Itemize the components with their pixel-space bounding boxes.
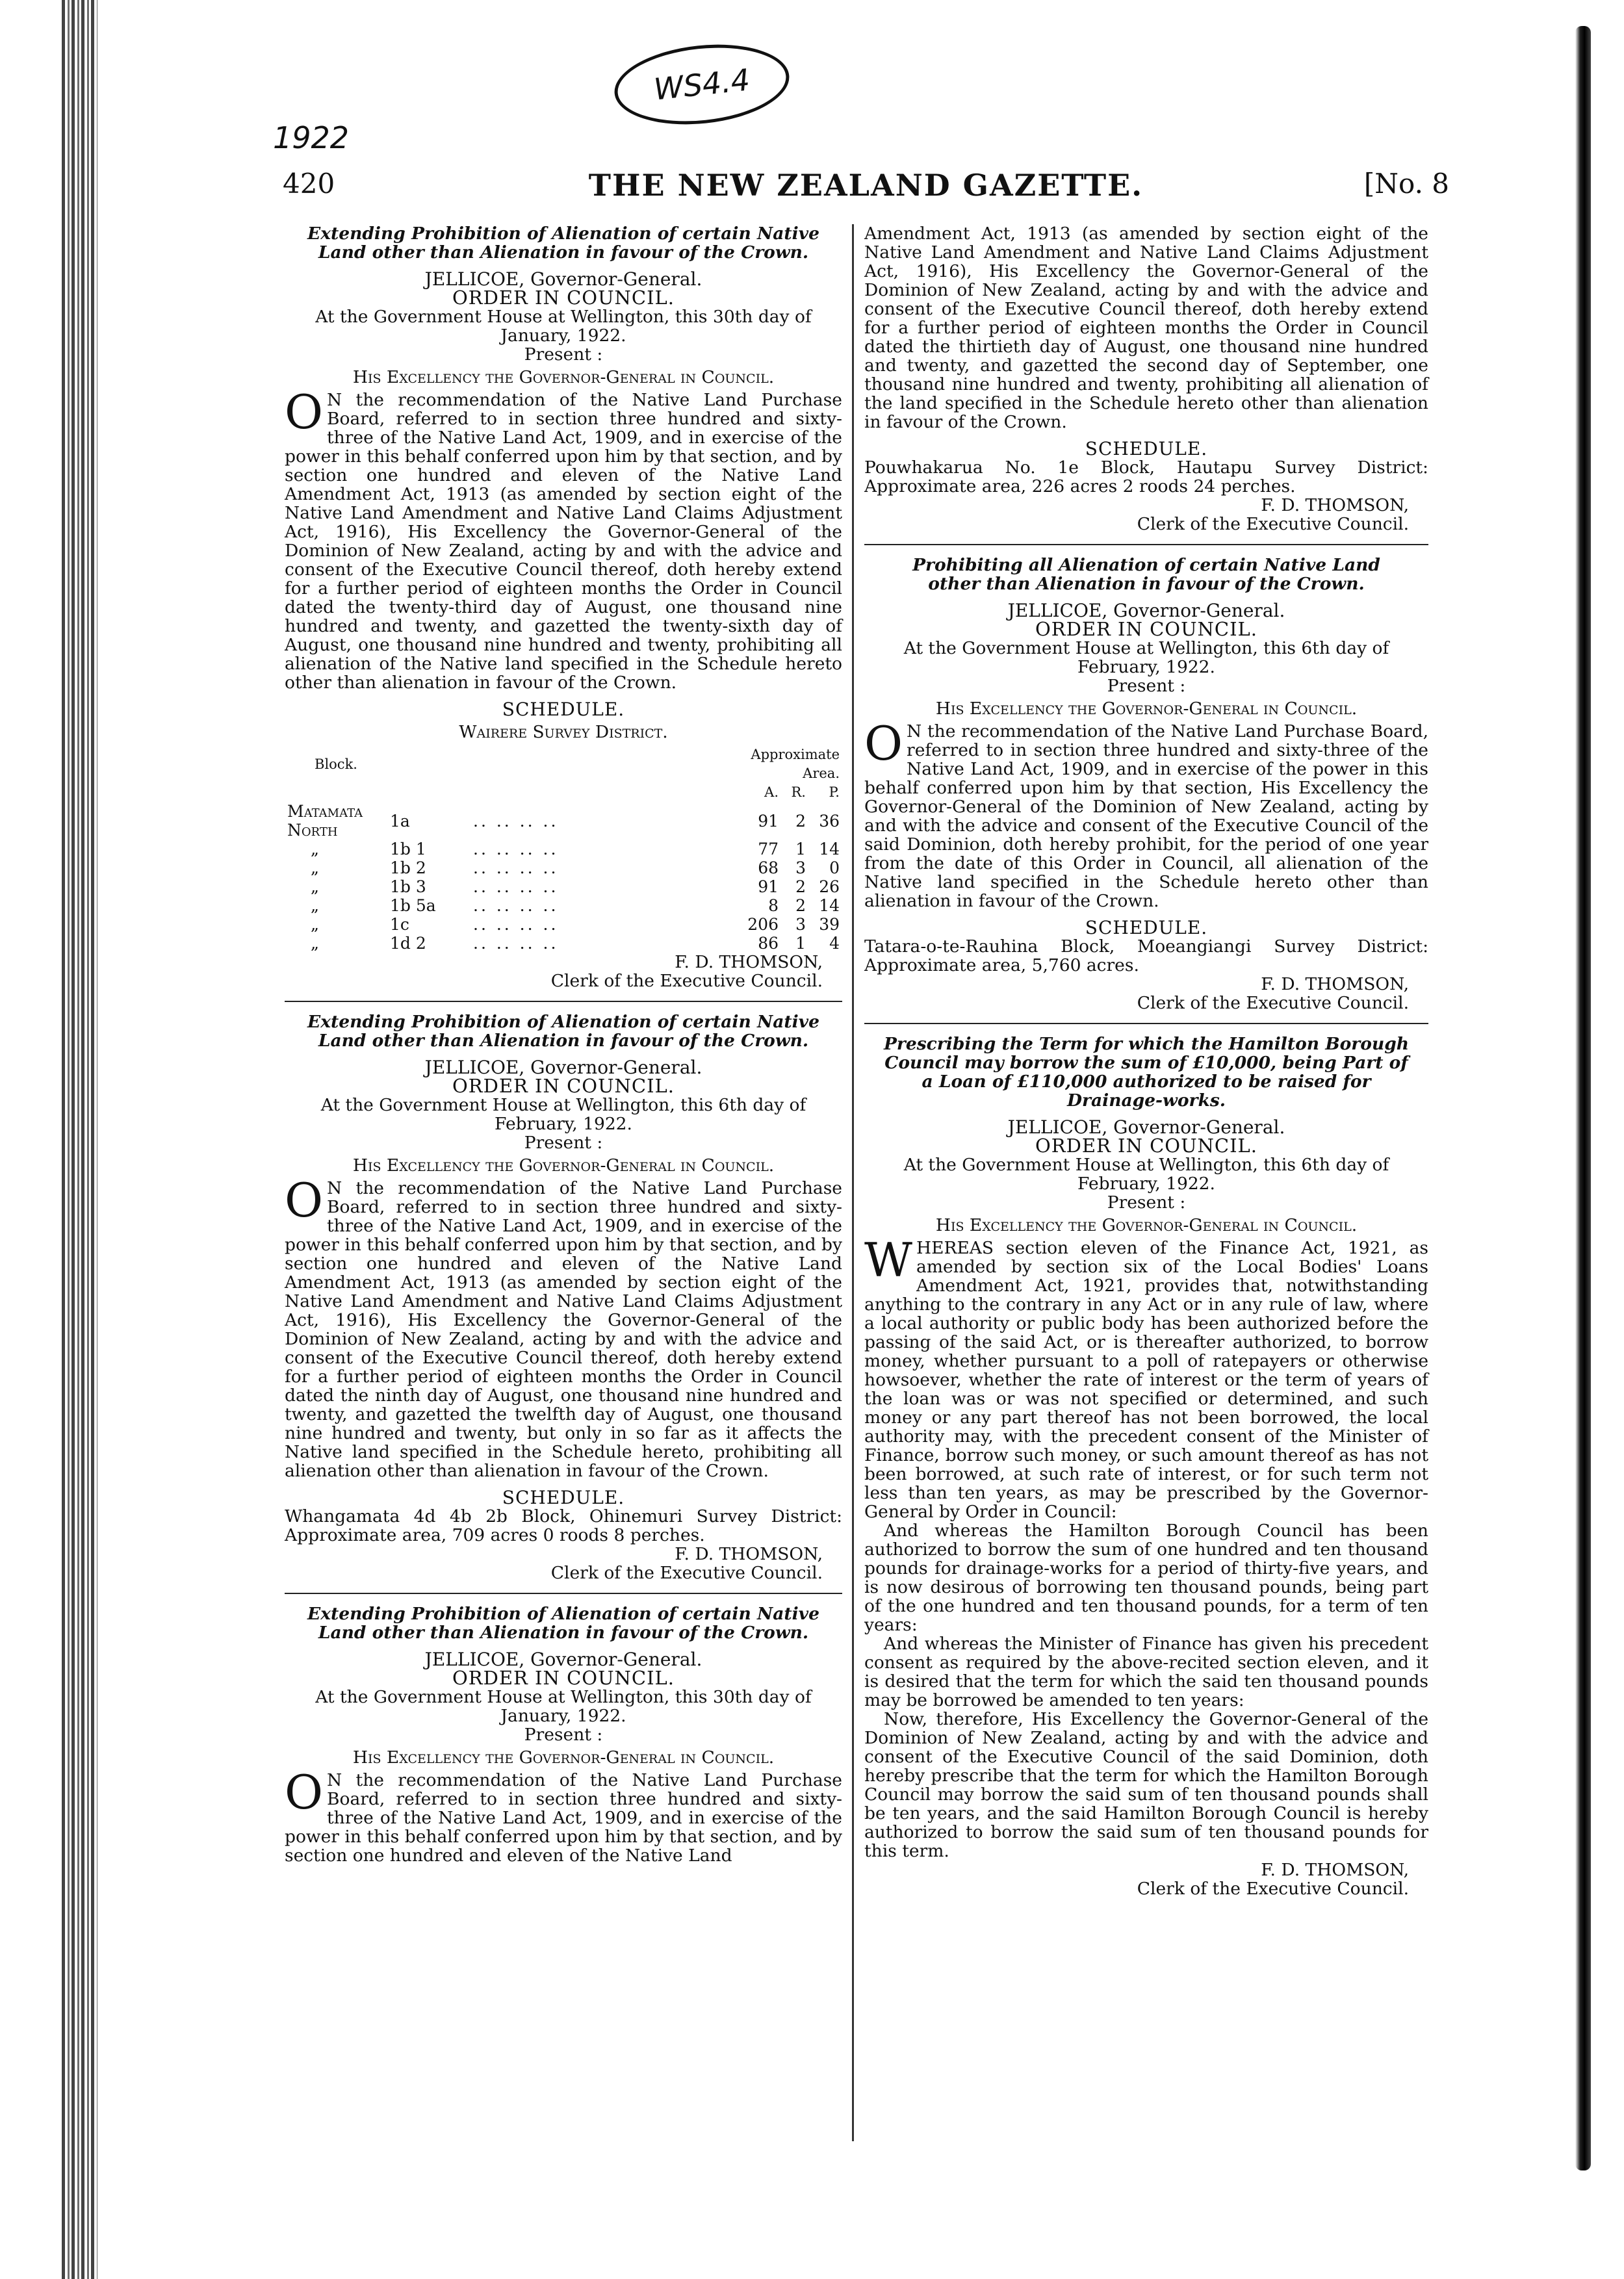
continued-body: Amendment Act, 1913 (as amended by section eight of the Native Land Amendment and Native Land Claims Adjustment Act, 1916), His Excellency the Governor-General of the Dominion of New Zealand, acting by and with the advice and consent of the Executive Council thereof, doth hereby extend for a further period of eighteen months the Order in Council dated the thirtieth day of August, one thousand nine hundred and twenty, and gazetted the second day of September, one thousand nine hundred and twenty, prohibiting all alienation of the land specified in the Schedule hereto other than alienation in favour of the Crown. xyxy=(864,224,1428,432)
section-divider xyxy=(864,544,1428,545)
schedule-text: Tatara-o-te-Rauhina Block, Moeangiangi Survey District: Approximate area, 5,760 acres. xyxy=(864,936,1428,975)
schedule-heading: SCHEDULE. xyxy=(502,1487,625,1508)
order-heading: ORDER IN COUNCIL. xyxy=(1035,618,1258,640)
section-divider xyxy=(864,1023,1428,1024)
schedule-text: Whangamata 4d 4b 2b Block, Ohinemuri Survey District: Approximate area, 709 acres 0 roods 8 perches. xyxy=(285,1506,842,1545)
notice-4 xyxy=(864,556,1428,1012)
signature-name: F. D. THOMSON, xyxy=(1261,974,1409,994)
gazette-title: THE NEW ZEALAND GAZETTE. xyxy=(588,168,1144,203)
notice-body xyxy=(864,716,1428,911)
issue-number: [No. 8 xyxy=(1363,168,1449,200)
order-heading: ORDER IN COUNCIL. xyxy=(1035,1135,1258,1157)
survey-district: Wairere Survey District. xyxy=(459,722,668,742)
handwritten-year: 1922 xyxy=(273,120,350,155)
notice-1 xyxy=(285,224,842,990)
schedule-text: Pouwhakarua No. 1e Block, Hautapu Survey District: Approximate area, 226 acres 2 roods 24 perches. xyxy=(864,457,1428,496)
drop-cap: W xyxy=(864,1233,913,1287)
body-text: N the recommendation of the Native Land Purchase Board, referred to in section three hundred and sixty-three of the Native Land Act, 1909, and in exercise of the power in this behalf conferred upon him by that section, and by section one hundred and eleven of the Native Land Amendment Act, 1913 (as amended by section eight of the Native Land Amendment and Native Land Claims Adjustment Act, 1916), His Excellency the Governor-General of the Dominion of New Zealand, acting by and with the advice and consent of the Executive Council thereof, doth hereby extend for a further period of eighteen months the Order in Council dated the ninth day of August, one thousand nine hundred and twenty, and gazetted the twelfth day of August, one thousand nine hundred and twenty, but only in so far as it affects the Native land specified in the Schedule hereto, prohibiting all alienation other than alienation in favour of the Crown. xyxy=(285,1178,842,1481)
signature-role: Clerk of the Executive Council. xyxy=(550,971,823,991)
in-council-line: His Excellency the Governor-General in Council. xyxy=(352,1747,775,1768)
schedule-heading: SCHEDULE. xyxy=(1085,438,1208,459)
table-row: „ 1b 1 .. .. .. .. 77 1 14 xyxy=(311,840,840,858)
schedule-heading: SCHEDULE. xyxy=(502,699,625,720)
page-header xyxy=(283,168,1449,207)
notice-caption: Extending Prohibition of Alienation of certain Native Land other than Alienation in favour of the Crown. xyxy=(307,1012,819,1051)
present-line: Present : xyxy=(524,1725,603,1745)
table-row: „ 1b 5a .. .. .. .. 8 2 14 xyxy=(311,896,840,915)
header-acres: A. xyxy=(764,784,779,800)
header-roods: R. xyxy=(791,784,806,800)
in-council-line: His Excellency the Governor-General in Council. xyxy=(935,699,1358,719)
section-divider xyxy=(285,1001,842,1002)
notice-3-continued xyxy=(864,224,1428,534)
left-column xyxy=(285,224,842,1865)
drop-cap: O xyxy=(285,385,324,439)
notice-caption: Extending Prohibition of Alienation of certain Native Land other than Alienation in favour of the Crown. xyxy=(307,224,819,263)
date-line: At the Government House at Wellington, this 30th day of January, 1922. xyxy=(315,307,812,346)
signature-name: F. D. THOMSON, xyxy=(675,952,823,972)
paragraph-4: Now, therefore, His Excellency the Governor-General of the Dominion of New Zealand, acting by and with the advice and consent of the Executive Council of the said Dominion, doth hereby prescribe that the term for which the Hamilton Borough Council may borrow the said sum of ten thousand pounds shall be ten years, and the said Hamilton Borough Council is hereby authorized to borrow the said sum of ten thousand pounds for this term. xyxy=(864,1709,1428,1861)
date-line: At the Government House at Wellington, this 30th day of January, 1922. xyxy=(315,1687,812,1726)
order-heading: ORDER IN COUNCIL. xyxy=(452,1075,675,1097)
signature-name: F. D. THOMSON, xyxy=(1261,495,1409,515)
notice-5 xyxy=(864,1035,1428,1898)
notice-2 xyxy=(285,1012,842,1582)
body-text: N the recommendation of the Native Land Purchase Board, referred to in section three hundred and sixty-three of the Native Land Act, 1909, and in exercise of the power in this behalf conferred upon him by that section, and by section one hundred and eleven of the Native Land xyxy=(285,1770,842,1866)
present-line: Present : xyxy=(1107,1192,1186,1213)
header-perches: P. xyxy=(829,784,840,800)
notice-body xyxy=(285,1765,842,1866)
drop-cap: O xyxy=(864,716,903,771)
signature-name: F. D. THOMSON, xyxy=(1261,1860,1409,1880)
date-line: At the Government House at Wellington, this 6th day of February, 1922. xyxy=(903,638,1389,677)
notice-body xyxy=(285,1173,842,1481)
notice-body xyxy=(864,1233,1428,1522)
governor-line: JELLICOE, Governor-General. xyxy=(424,1057,702,1078)
order-heading: ORDER IN COUNCIL. xyxy=(452,1667,675,1689)
schedule-heading: SCHEDULE. xyxy=(1085,917,1208,938)
drop-cap: O xyxy=(285,1765,324,1820)
signature-role: Clerk of the Executive Council. xyxy=(1137,993,1409,1013)
binding-edge-left xyxy=(62,0,97,2279)
column-divider xyxy=(852,224,854,2141)
notice-caption: Extending Prohibition of Alienation of certain Native Land other than Alienation in favour of the Crown. xyxy=(307,1604,819,1643)
governor-line: JELLICOE, Governor-General. xyxy=(424,268,702,290)
paragraph-3: And whereas the Minister of Finance has given his precedent consent as required by the above-recited section eleven, and it is desired that the term for which the said ten thousand pounds may be borrowed be amended to ten years: xyxy=(864,1634,1428,1710)
date-line: At the Government House at Wellington, this 6th day of February, 1922. xyxy=(320,1095,806,1134)
signature-role: Clerk of the Executive Council. xyxy=(1137,514,1409,534)
body-text: N the recommendation of the Native Land Purchase Board, referred to in section three hundred and sixty-three of the Native Land Act, 1909, and in exercise of the power in this behalf conferred upon him by that section, His Excellency the Governor-General of the Dominion of New Zealand, acting by and with the advice and consent of the Executive Council of the said Dominion, doth hereby prohibit, for the period of one year from the date of this Order in Council, all alienation of the Native land specified in the Schedule hereto other than alienation in favour of the Crown. xyxy=(864,721,1428,911)
table-row: „ 1b 3 .. .. .. .. 91 2 26 xyxy=(311,877,840,896)
governor-line: JELLICOE, Governor-General. xyxy=(1007,600,1285,621)
present-line: Present : xyxy=(524,1133,603,1153)
table-row: „ 1b 2 .. .. .. .. 68 3 0 xyxy=(311,858,840,877)
signature-role: Clerk of the Executive Council. xyxy=(1137,1879,1409,1899)
body-text: N the recommendation of the Native Land Purchase Board, referred to in section three hundred and sixty-three of the Native Land Act, 1909, and in exercise of the power in this behalf conferred upon him by that section, and by section one hundred and eleven of the Native Land Amendment Act, 1913 (as amended by section eight of the Native Land Amendment and Native Land Claims Adjustment Act, 1916), His Excellency the Governor-General of the Dominion of New Zealand, acting by and with the advice and consent of the Executive Council thereof, doth hereby extend for a further period of eighteen months the Order in Council dated the twenty-third day of August, one thousand nine hundred and twenty, and gazetted the twenty-sixth day of August, one thousand nine hundred and twenty, prohibiting all alienation of the Native land specified in the Schedule hereto other than alienation in favour of the Crown. xyxy=(285,390,842,693)
right-column xyxy=(864,224,1428,1898)
table-header-row xyxy=(285,745,842,783)
table-row: „ 1d 2 .. .. .. .. 86 1 4 xyxy=(311,934,840,953)
signature-role: Clerk of the Executive Council. xyxy=(550,1563,823,1583)
present-line: Present : xyxy=(524,344,603,365)
table-row: „ 1c .. .. .. .. 206 3 39 xyxy=(311,915,840,934)
governor-line: JELLICOE, Governor-General. xyxy=(1007,1116,1285,1138)
signature-name: F. D. THOMSON, xyxy=(675,1544,823,1564)
binding-edge-right xyxy=(1575,26,1591,2170)
handwritten-stamp: WS4.4 xyxy=(610,36,793,133)
present-line: Present : xyxy=(1107,676,1186,696)
notice-caption: Prescribing the Term for which the Hamilton Borough Council may borrow the sum of £10,000, being Part of a Loan of £110,000 authorized to be raised for Drainage-works. xyxy=(884,1034,1410,1111)
drop-cap: O xyxy=(285,1173,324,1228)
header-area: Approximate Area. xyxy=(751,747,840,781)
in-council-line: His Excellency the Governor-General in Council. xyxy=(935,1215,1358,1235)
paragraph-2: And whereas the Hamilton Borough Council has been authorized to borrow the sum of one hundred and ten thousand pounds for drainage-works for a period of thirty-five years, and is now desirous of borrowing ten thousand pounds, being part of the one hundred and ten thousand pounds, for a term of ten years: xyxy=(864,1521,1428,1635)
header-block: Block. xyxy=(315,756,357,772)
page-number: 420 xyxy=(283,168,335,200)
section-divider xyxy=(285,1593,842,1594)
notice-caption: Prohibiting all Alienation of certain Native Land other than Alienation in favour of the Crown. xyxy=(912,555,1380,594)
date-line: At the Government House at Wellington, this 6th day of February, 1922. xyxy=(903,1155,1389,1194)
order-heading: ORDER IN COUNCIL. xyxy=(452,287,675,309)
in-council-line: His Excellency the Governor-General in Council. xyxy=(352,1155,775,1176)
governor-line: JELLICOE, Governor-General. xyxy=(424,1649,702,1670)
notice-3 xyxy=(285,1604,842,1865)
body-text: HEREAS section eleven of the Finance Act, 1921, as amended by section six of the Local Bodies' Loans Amendment Act, 1921, provides that, notwithstanding anything to the contrary in any Act or in any rule of law, where a local authority or public body has been authorized before the passing of the said Act, or is thereafter authorized, to borrow money, whether pursuant to a poll of ratepayers or otherwise howsoever, whether the rate of interest or the term of years of the loan was or was not specified or determined, and such money or any part thereof has not been borrowed, the local authority may, with the precedent consent of the Minister of Finance, borrow such money, or such amount thereof as has not been borrowed, at such rate of interest, or for such term not less than ten years, as may be prescribed by the Governor-General by Order in Council: xyxy=(864,1238,1428,1522)
in-council-line: His Excellency the Governor-General in Council. xyxy=(352,367,775,387)
table-row: Matamata North 1a .. .. .. .. 91 2 36 xyxy=(287,802,840,840)
table-subheader-row xyxy=(285,783,842,802)
schedule-table xyxy=(285,745,842,953)
notice-body xyxy=(285,385,842,693)
